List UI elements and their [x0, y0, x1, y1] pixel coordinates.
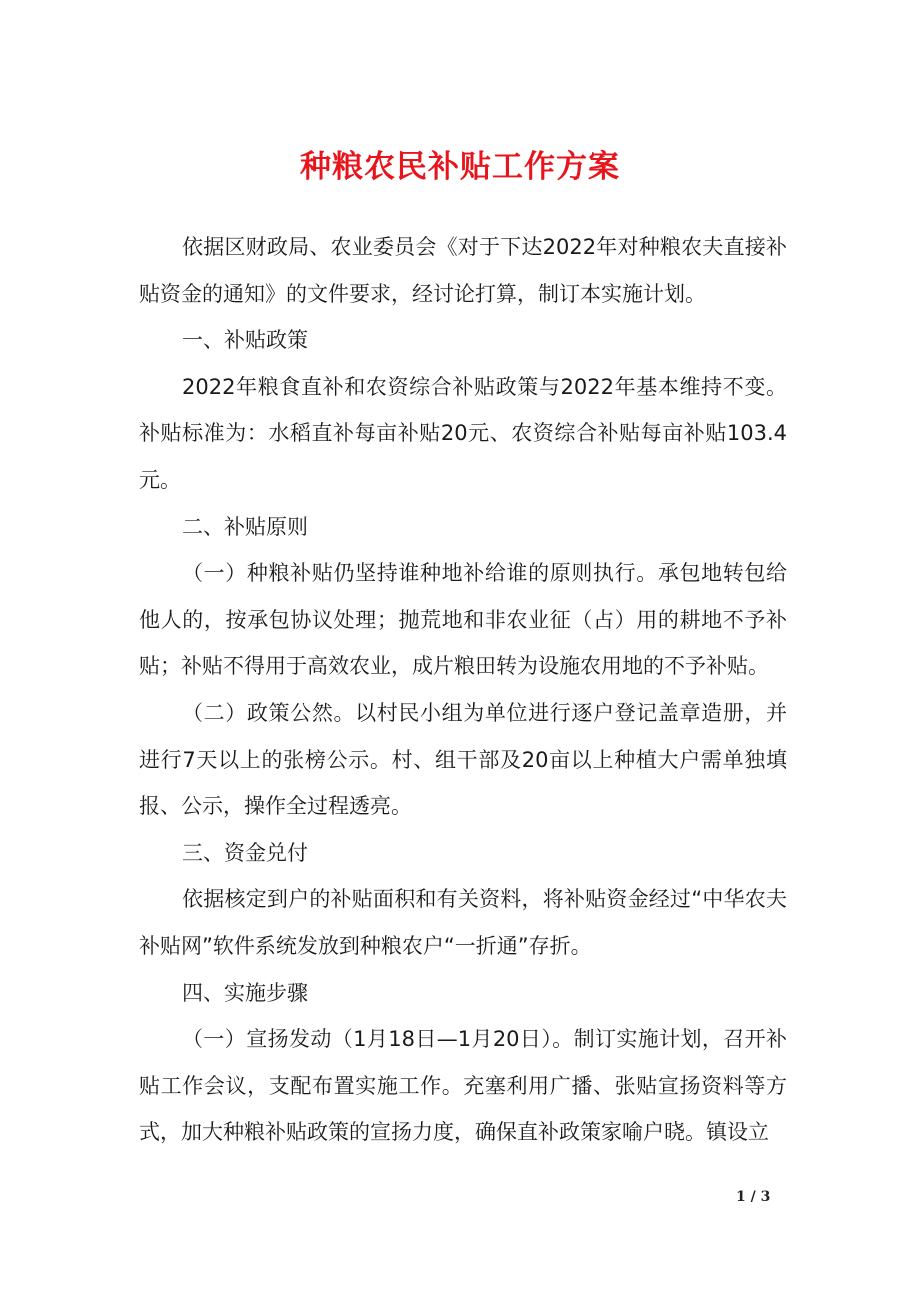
document-body: [139, 224, 787, 1156]
paragraph-principle-1: （一）种粮补贴仍坚持谁种地补给谁的原则执行。承包地转包给他人的，按承包协议处理；抛荒地和非农业征（占）用的耕地不予补贴；补贴不得用于高效农业，成片粮田转为设施农用地的不予补贴。: [139, 561, 787, 679]
section-heading-1: 一、补贴政策: [182, 328, 309, 353]
paragraph-intro: 依据区财政局、农业委员会《对于下达2022年对种粮农夫直接补贴资金的通知》的文件要求，经讨论打算，制订本实施计划。: [139, 235, 787, 306]
paragraph-policy: 2022年粮食直补和农资综合补贴政策与2022年基本维持不变。补贴标准为：水稻直补每亩补贴20元、农资综合补贴每亩补贴103.4元。: [139, 374, 787, 492]
page-number: 1 / 3: [736, 1189, 771, 1205]
section-heading-2: 二、补贴原则: [182, 514, 309, 539]
paragraph-step-1: （一）宣扬发动（1月18日—1月20日）。制订实施计划，召开补贴工作会议，支配布置实施工作。充塞利用广播、张贴宣扬资料等方式，加大种粮补贴政策的宣扬力度，确保直补政策家喻户晓。镇设立: [139, 1027, 787, 1145]
section-heading-3: 三、资金兑付: [182, 840, 309, 865]
paragraph-principle-2: （二）政策公然。以村民小组为单位进行逐户登记盖章造册，并进行7天以上的张榜公示。村、组干部及20亩以上种植大户需单独填报、公示，操作全过程透亮。: [139, 700, 787, 819]
section-heading-4: 四、实施步骤: [182, 980, 309, 1005]
paragraph-funding: 依据核定到户的补贴面积和有关资料，将补贴资金经过“中华农夫补贴网”软件系统发放到种粮农户“一折通”存折。: [139, 887, 787, 958]
document-title: 种粮农民补贴工作方案: [300, 149, 620, 185]
